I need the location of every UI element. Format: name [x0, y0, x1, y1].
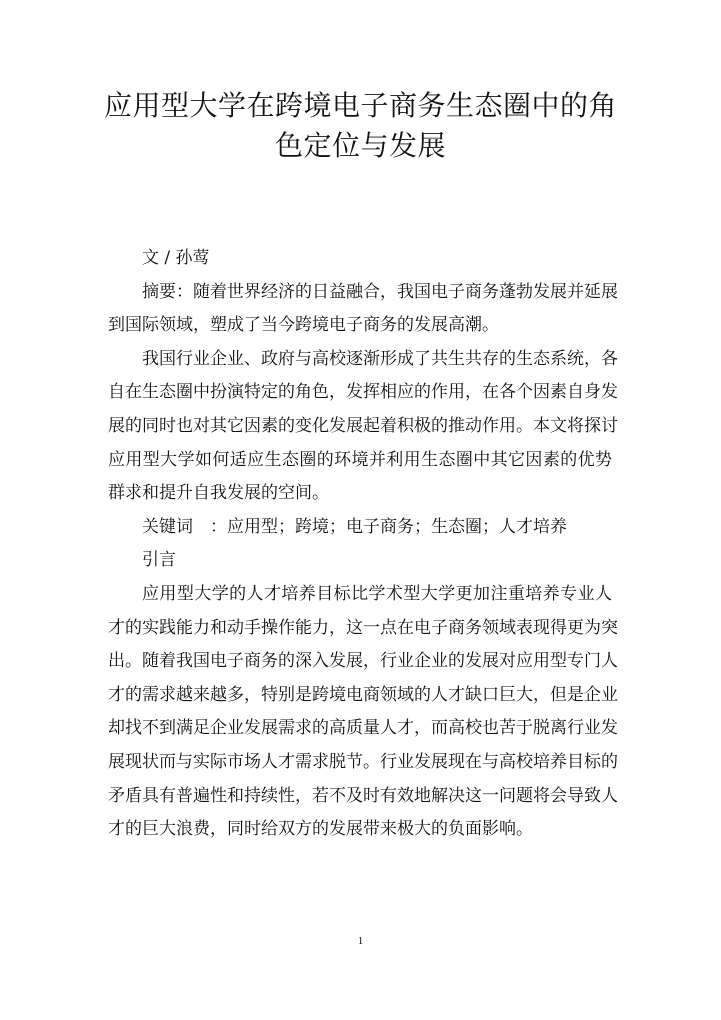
text-line: 应用型大学的人才培养目标比学术型大学更加注重培养专业人: [142, 583, 612, 604]
text-line: 才的巨大浪费，同时给双方的发展带来极大的负面影响。: [108, 819, 533, 840]
title-line: 应用型大学在跨境电子商务生态圈中的角: [103, 89, 617, 122]
text-line: 我国行业企业、政府与高校逐渐形成了共生共存的生态系统，各: [142, 348, 618, 369]
text-line: 自在生态圈中扮演特定的角色，发挥相应的作用，在各个因素自身发: [108, 382, 618, 403]
text-line: 才的需求越来越多，特别是跨境电商领域的人才缺口巨大，但是企业: [108, 684, 618, 705]
text-line: 展的同时也对其它因素的变化发展起着积极的推动作用。本文将探讨: [108, 415, 618, 436]
author-line: 文 / 孙莺: [142, 248, 210, 268]
keywords-line: 关键词 ：应用型；跨境；电子商务；生态圈；人才培养: [142, 516, 567, 537]
text-line: 矛盾具有普遍性和持续性，若不及时有效地解决这一问题将会导致人: [108, 785, 618, 806]
title-line: 色定位与发展: [274, 129, 446, 162]
text-line: 到国际领域，塑成了当今跨境电子商务的发展高潮。: [108, 315, 499, 336]
section-heading: 引言: [142, 550, 176, 571]
text-line: 应用型大学如何适应生态圈的环境并利用生态圈中其它因素的优势: [108, 449, 612, 470]
text-line: 展现状而与实际市场人才需求脱节。行业发展现在与高校培养目标的: [108, 751, 618, 772]
body-paragraph: [108, 578, 618, 847]
text-line: 却找不到满足企业发展需求的高质量人才，而高校也苦于脱离行业发: [108, 718, 618, 739]
text-line: 群求和提升自我发展的空间。: [108, 483, 329, 504]
text-line: 才的实践能力和动手操作能力，这一点在电子商务领域表现得更为突: [108, 617, 618, 638]
text-line: 出。随着我国电子商务的深入发展，行业企业的发展对应用型专门人: [108, 651, 618, 672]
abstract-paragraph: [108, 276, 618, 343]
intro-paragraph: [108, 343, 618, 511]
document-body: [108, 242, 618, 847]
page-number: 1: [357, 935, 364, 947]
document-title: [100, 86, 621, 166]
text-line: 摘要：随着世界经济的日益融合，我国电子商务蓬勃发展并延展: [142, 281, 618, 302]
